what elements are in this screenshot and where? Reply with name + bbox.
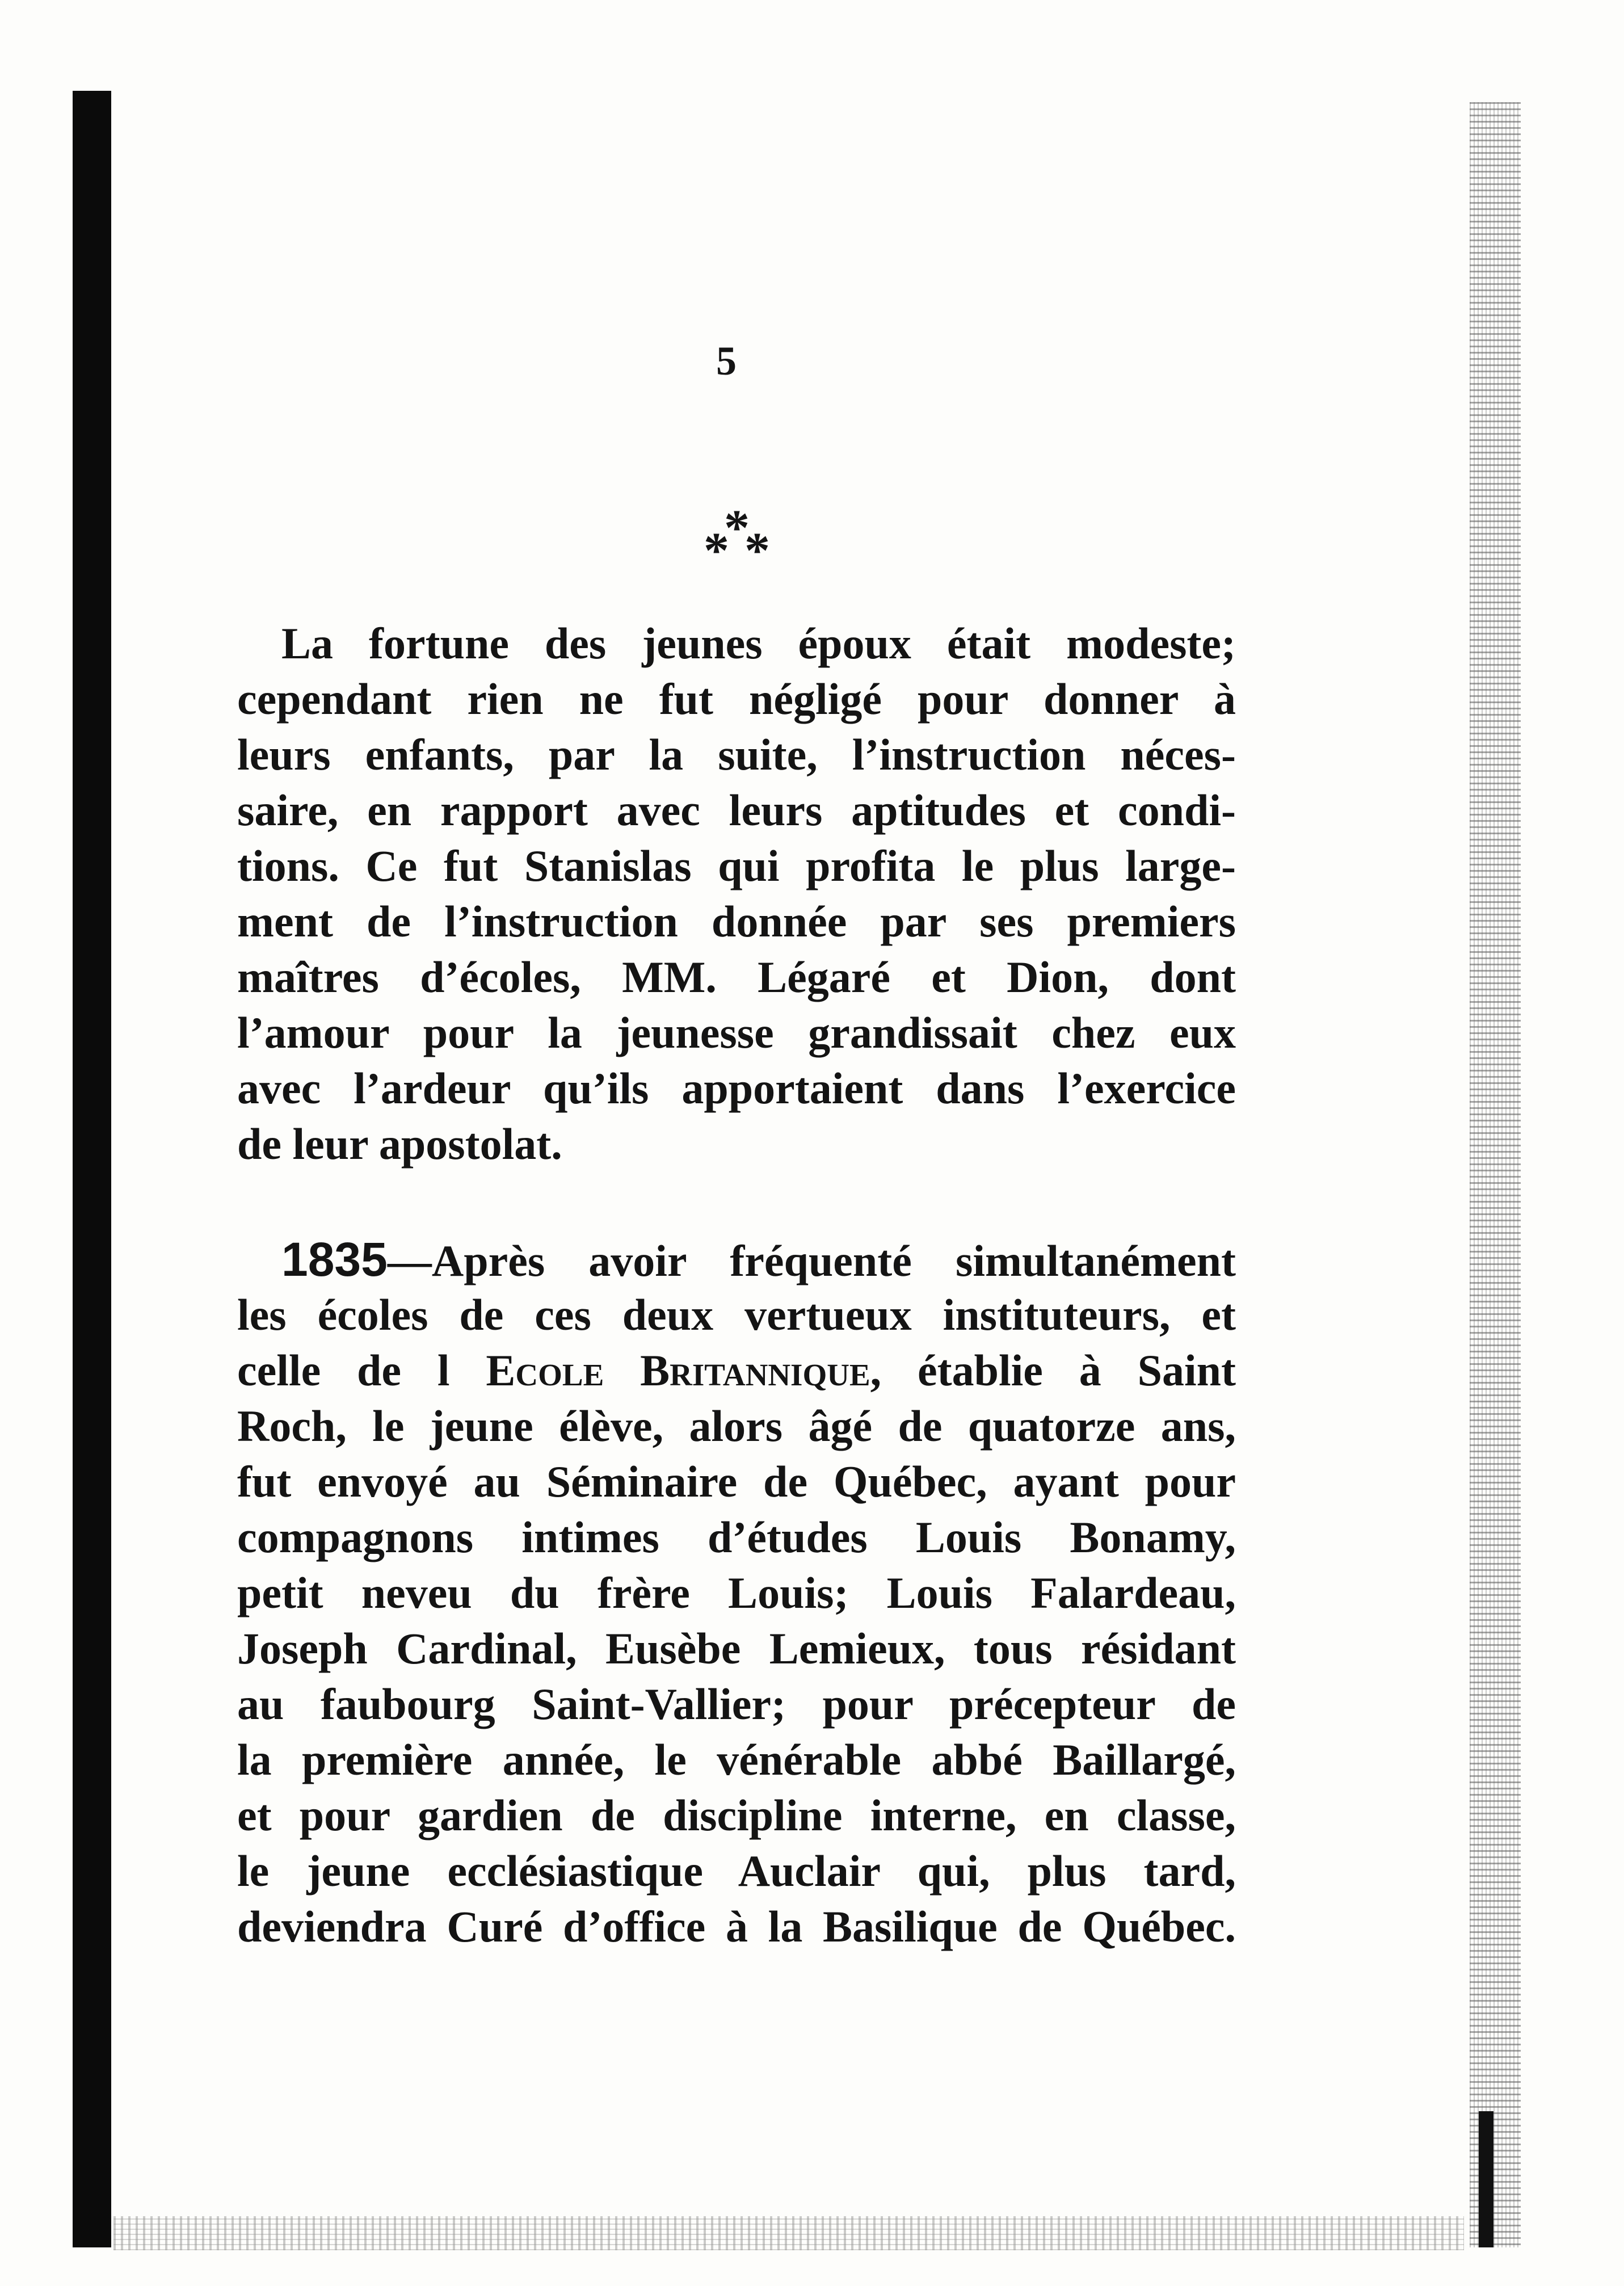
text-line bbox=[237, 1343, 1236, 1398]
text-span: celle de l bbox=[237, 1346, 486, 1395]
text-line: le jeune ecclésiastique Auclair qui, plus tard, bbox=[237, 1846, 1236, 1896]
text-line: fut envoyé au Séminaire de Québec, ayant pour bbox=[237, 1457, 1236, 1506]
text-line: compagnons intimes d’études Louis Bonamy, bbox=[237, 1512, 1236, 1562]
binding-shadow bbox=[73, 91, 111, 2247]
paragraph-family-education bbox=[237, 616, 1236, 1172]
page-edge-scan-noise bbox=[1470, 102, 1521, 2247]
page-number: 5 bbox=[716, 338, 737, 384]
text-line: saire, en rapport avec leurs aptitudes et condi- bbox=[237, 785, 1236, 835]
bottom-scan-noise bbox=[113, 2216, 1464, 2250]
year-1835: 1835 bbox=[281, 1233, 388, 1286]
text-line: Joseph Cardinal, Eusèbe Lemieux, tous résidant bbox=[237, 1624, 1236, 1673]
school-name: Ecole Britannique bbox=[486, 1346, 870, 1395]
text-line: leurs enfants, par la suite, l’instruction néces- bbox=[237, 730, 1236, 779]
text-line: La fortune des jeunes époux était modeste; bbox=[281, 619, 1236, 668]
text-line: deviendra Curé d’office à la Basilique de Québec. bbox=[237, 1902, 1236, 1951]
svg-text:*: * bbox=[724, 500, 750, 556]
paragraph-1835-seminary bbox=[237, 1232, 1236, 1955]
right-edge-mark bbox=[1479, 2111, 1493, 2247]
text-line: tions. Ce fut Stanislas qui profita le plus large- bbox=[237, 841, 1236, 890]
text-line: avec l’ardeur qu’ils apportaient dans l’exercice bbox=[237, 1064, 1236, 1113]
text-line: de leur apostolat. bbox=[237, 1119, 562, 1169]
svg-text:*: * bbox=[704, 523, 729, 579]
text-line: cependant rien ne fut négligé pour donner à bbox=[237, 674, 1236, 724]
text-line: la première année, le vénérable abbé Baillargé, bbox=[237, 1735, 1236, 1784]
text-line: et pour gardien de discipline interne, en classe, bbox=[237, 1791, 1236, 1840]
text-line bbox=[237, 1232, 1236, 1287]
text-line: maîtres d’écoles, MM. Légaré et Dion, dont bbox=[237, 952, 1236, 1002]
text-line: au faubourg Saint-Vallier; pour précepteur de bbox=[237, 1679, 1236, 1729]
text-line: ment de l’instruction donnée par ses premiers bbox=[237, 897, 1236, 946]
text-span: —Après avoir fréquenté simultanément bbox=[387, 1236, 1236, 1285]
asterism-ornament bbox=[670, 499, 783, 579]
text-span: , établie à Saint bbox=[870, 1346, 1236, 1395]
svg-text:*: * bbox=[744, 523, 770, 579]
text-line: Roch, le jeune élève, alors âgé de quatorze ans, bbox=[237, 1401, 1236, 1451]
text-line: petit neveu du frère Louis; Louis Falardeau, bbox=[237, 1568, 1236, 1617]
text-line: les écoles de ces deux vertueux instituteurs, et bbox=[237, 1290, 1236, 1339]
text-line: l’amour pour la jeunesse grandissait chez eux bbox=[237, 1008, 1236, 1057]
